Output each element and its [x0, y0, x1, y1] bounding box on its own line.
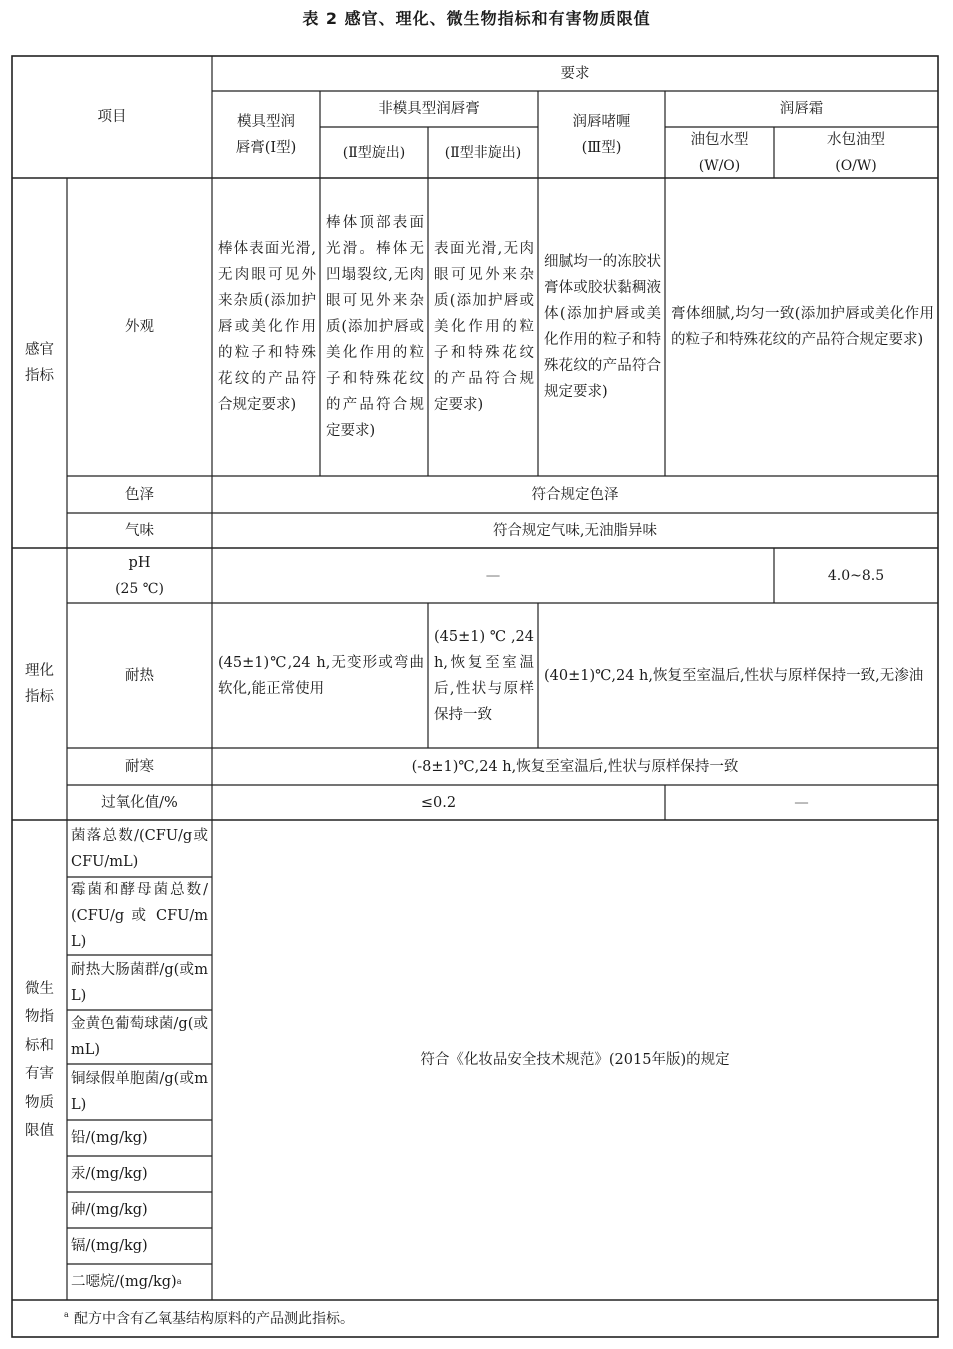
color-requirement: 符合规定色泽 [531, 486, 619, 503]
appearance-type2-nontwist-text: 表面光滑,无肉眼可见外来杂质(添加护唇或美化作用的粒子和特殊花纹的产品符合规定要求) [434, 241, 534, 413]
micro-item [67, 820, 212, 877]
footnote-text: 配方中含有乙氧基结构原料的产品测此指标。 [74, 1311, 354, 1327]
appearance-type2-twist [320, 178, 428, 476]
appearance-type2-twist-text: 棒体顶部表面光滑。棒体无凹塌裂纹,无肉眼可见外来杂质(添加护唇或美化作用的粒子和特殊花纹的产品符合规定要求) [326, 215, 424, 439]
micro-item [67, 1010, 212, 1064]
ph-dash: — [485, 567, 501, 584]
header-requirement: 要求 [560, 65, 590, 82]
row-label-cold: 耐寒 [125, 758, 154, 775]
header-gloss [538, 91, 665, 178]
heat-type1-type2-text: (45±1)℃,24 h,无变形或弯曲软化,能正常使用 [218, 654, 424, 697]
peroxide-dash: — [794, 794, 809, 811]
appearance-type1-text: 棒体表面光滑,无肉眼可见外来杂质(添加护唇或美化作用的粒子和特殊花纹的产品符合规定要求) [218, 241, 316, 413]
heat-type2-nontwist [428, 603, 538, 748]
row-label-peroxide: 过氧化值/% [101, 794, 178, 811]
micro-item-label: 铜绿假单胞菌/g(或mL) [71, 1071, 208, 1113]
micro-item-label: 砷/(mg/kg) [71, 1202, 148, 1218]
header-ow [774, 127, 938, 178]
micro-item [67, 1064, 212, 1120]
header-ow-line2: (O/W) [835, 157, 877, 174]
micro-item [67, 1264, 212, 1300]
micro-item-label: 铅/(mg/kg) [71, 1130, 148, 1146]
row-label-odor: 气味 [125, 522, 154, 539]
micro-item [67, 1228, 212, 1264]
appearance-type2-nontwist [428, 178, 538, 476]
micro-item [67, 955, 212, 1010]
micro-item-label: 镉/(mg/kg) [71, 1238, 148, 1254]
row-label-ph [67, 548, 212, 603]
header-ow-line1: 水包油型 [827, 131, 885, 148]
header-cream: 润唇霜 [779, 101, 824, 117]
ph-label-line1: pH [128, 554, 151, 571]
heat-gloss-cream-text: (40±1)℃,24 h,恢复至室温后,性状与原样保持一致,无渗油 [544, 667, 924, 684]
header-type1-line1: 模具型润 [237, 113, 295, 130]
micro-requirement: 符合《化妆品安全技术规范》(2015年版)的规定 [420, 1052, 730, 1068]
micro-item [67, 1120, 212, 1156]
header-gloss-line2: (Ⅲ型) [581, 139, 622, 156]
appearance-gloss [538, 178, 665, 476]
micro-item-label: 二噁烷/(mg/kg) [71, 1274, 177, 1290]
ph-label-line2: (25 ℃) [115, 580, 164, 597]
peroxide-requirement: ≤0.2 [420, 794, 457, 811]
micro-item-label: 霉菌和酵母菌总数/(CFU/g 或 CFU/mL) [71, 882, 208, 950]
appearance-cream-text: 膏体细腻,均匀一致(添加护唇或美化作用的粒子和特殊花纹的产品符合规定要求) [671, 306, 934, 348]
group-micro: 微生物指标和有害物质限值 [25, 980, 54, 1139]
cold-requirement: (-8±1)℃,24 h,恢复至室温后,性状与原样保持一致 [411, 758, 739, 775]
header-type1 [212, 91, 320, 178]
footnote [12, 1305, 938, 1333]
header-type1-line2: 唇膏(Ⅰ型) [235, 139, 297, 156]
header-gloss-line1: 润唇啫喱 [572, 113, 631, 130]
appearance-gloss-text: 细腻均一的冻胶状膏体或胶状黏稠液体(添加护唇或美化作用的粒子和特殊花纹的产品符合规定要求) [544, 254, 661, 400]
ph-range: 4.0~8.5 [827, 567, 885, 584]
heat-type1-type2 [212, 603, 428, 748]
appearance-type1 [212, 178, 320, 476]
micro-item-label: 金黄色葡萄球菌/g(或mL) [71, 1016, 208, 1058]
micro-item [67, 877, 212, 955]
micro-item-label: 耐热大肠菌群/g(或mL) [71, 961, 208, 1004]
row-label-appearance: 外观 [125, 319, 154, 335]
dioxane-footnote-mark: a [176, 1277, 182, 1286]
group-sensory: 感官指标 [25, 342, 54, 384]
header-wo-line1: 油包水型 [690, 131, 749, 148]
heat-gloss-cream [538, 603, 938, 748]
micro-item [67, 1156, 212, 1192]
table-title: 表 2 感官、理化、微生物指标和有害物质限值 [302, 9, 651, 28]
row-label-heat: 耐热 [125, 667, 154, 684]
header-wo [665, 127, 774, 178]
odor-requirement: 符合规定气味,无油脂异味 [492, 522, 658, 539]
header-project: 项目 [97, 109, 127, 125]
header-wo-line2: (W/O) [698, 157, 741, 174]
header-type2-nontwist: (Ⅱ型非旋出) [444, 144, 522, 161]
micro-item-label: 汞/(mg/kg) [71, 1166, 148, 1182]
row-label-color: 色泽 [125, 486, 154, 503]
header-nonmold: 非模具型润唇膏 [378, 101, 480, 117]
appearance-cream [665, 178, 938, 476]
footnote-mark: a [64, 1310, 69, 1319]
group-physchem: 理化指标 [25, 663, 54, 705]
heat-type2-nontwist-text: (45±1)℃,24 h,恢复至室温后,性状与原样保持一致 [434, 628, 534, 723]
micro-item-label: 菌落总数/(CFU/g或CFU/mL) [71, 827, 208, 870]
micro-item [67, 1192, 212, 1228]
header-type2-twist: (Ⅱ型旋出) [342, 144, 406, 161]
